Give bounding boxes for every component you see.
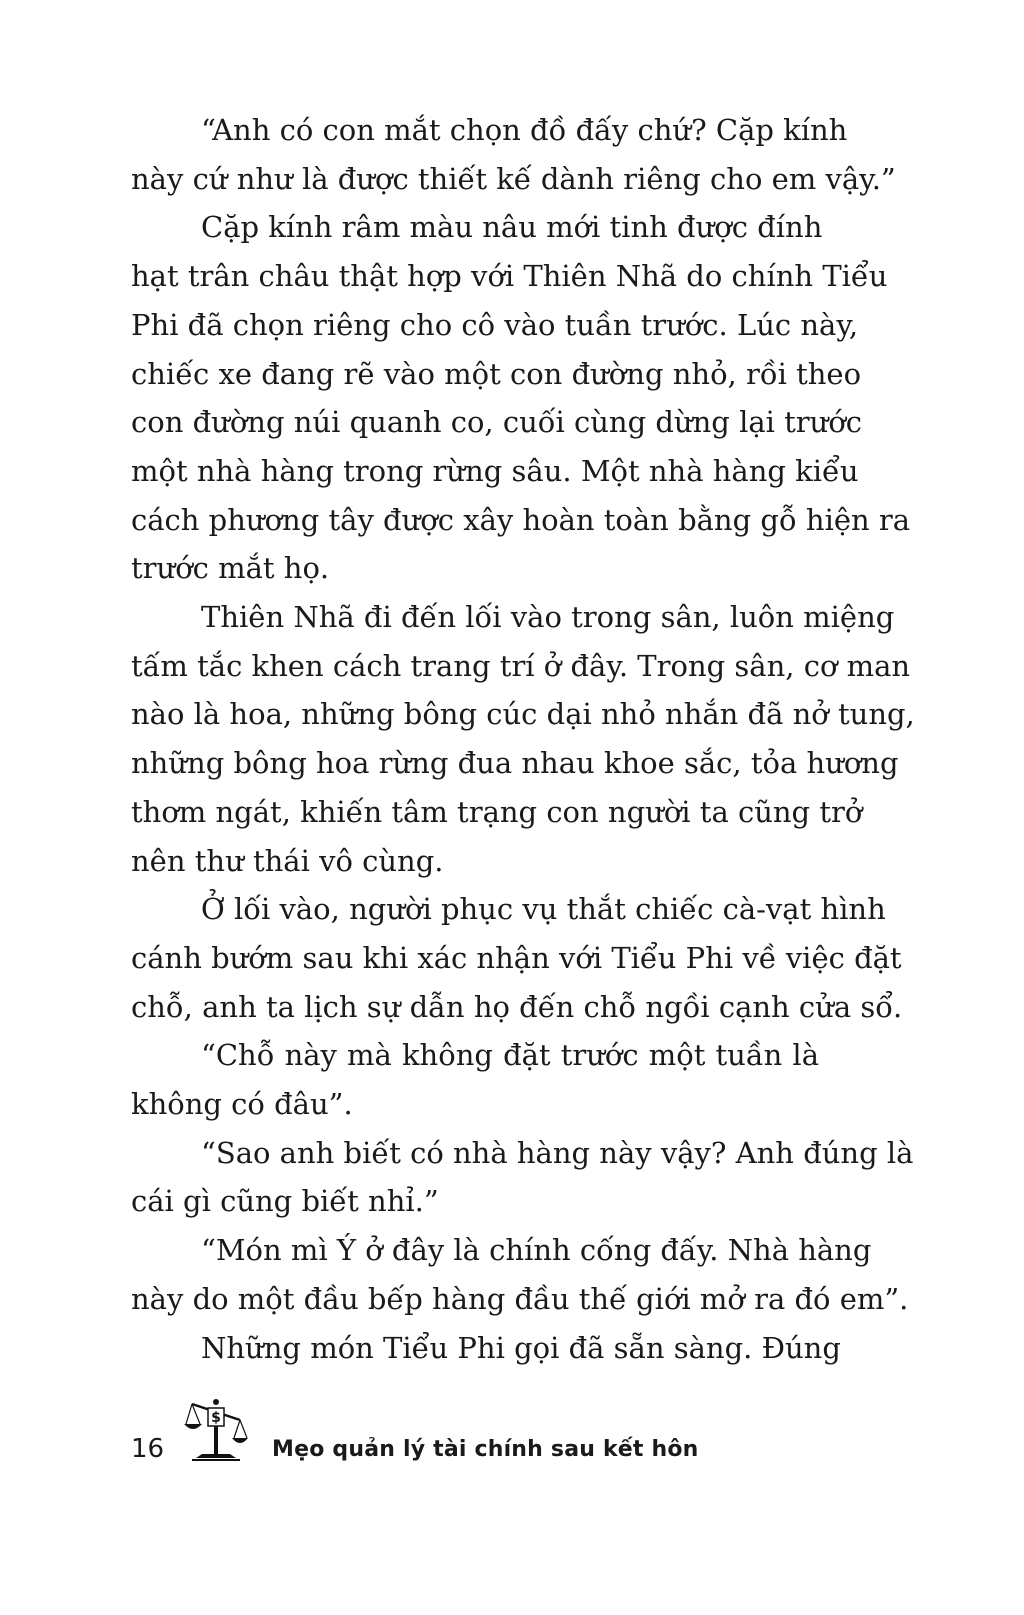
dollar-symbol: $ [211, 1410, 221, 1426]
text-line: một nhà hàng trong rừng sâu. Một nhà hàng kiểu [131, 453, 859, 488]
paragraph [131, 1031, 819, 1128]
text-line: Phi đã chọn riêng cho cô vào tuần trước. Lúc này, [131, 307, 859, 342]
text-line: không có đâu”. [131, 1087, 353, 1122]
text-line: nên thư thái vô cùng. [131, 843, 444, 878]
text-line: “Anh có con mắt chọn đồ đấy chứ? Cặp kính [201, 113, 848, 147]
paragraph [131, 1324, 841, 1373]
paragraph [131, 1129, 914, 1226]
text-line: chỗ, anh ta lịch sự dẫn họ đến chỗ ngồi cạnh cửa sổ. [131, 989, 903, 1024]
body-text [131, 106, 915, 1372]
text-line: này cứ như là được thiết kế dành riêng cho em vậy.” [131, 161, 896, 196]
text-line: nào là hoa, những bông cúc dại nhỏ nhắn đã nở tung, [131, 697, 915, 732]
paragraph [131, 593, 915, 885]
text-line: con đường núi quanh co, cuối cùng dừng lại trước [131, 405, 863, 440]
text-line: Thiên Nhã đi đến lối vào trong sân, luôn miệng [201, 600, 895, 635]
text-line: Cặp kính râm màu nâu mới tinh được đính [201, 210, 823, 245]
text-line: trước mắt họ. [131, 551, 330, 586]
page-footer [0, 1390, 1024, 1500]
scale-of-justice-dollar-icon [184, 1390, 248, 1464]
text-line: chiếc xe đang rẽ vào một con đường nhỏ, rồi theo [131, 356, 862, 391]
text-line: thơm ngát, khiến tâm trạng con người ta cũng trở [131, 794, 863, 829]
text-line: hạt trân châu thật hợp với Thiên Nhã do chính Tiểu [131, 259, 888, 294]
text-line: “Món mì Ý ở đây là chính cống đấy. Nhà hàng [201, 1233, 872, 1268]
running-title: Mẹo quản lý tài chính sau kết hôn [272, 1437, 699, 1462]
text-line: cánh bướm sau khi xác nhận với Tiểu Phi về việc đặt [131, 940, 902, 975]
page-number: 16 [131, 1434, 165, 1464]
text-line: “Sao anh biết có nhà hàng này vậy? Anh đúng là [201, 1135, 914, 1170]
text-line: cách phương tây được xây hoàn toàn bằng gỗ hiện ra [131, 502, 911, 537]
text-line: này do một đầu bếp hàng đầu thế giới mở ra đó em”. [131, 1281, 909, 1316]
text-line: Những món Tiểu Phi gọi đã sẵn sàng. Đúng [201, 1330, 841, 1365]
text-line: “Chỗ này mà không đặt trước một tuần là [201, 1038, 819, 1073]
text-line: những bông hoa rừng đua nhau khoe sắc, tỏa hương [131, 746, 899, 781]
paragraph [131, 203, 911, 593]
paragraph [131, 106, 896, 203]
paragraph [131, 885, 903, 1031]
paragraph [131, 1226, 909, 1323]
text-line: Ở lối vào, người phục vụ thắt chiếc cà-vạt hình [201, 892, 886, 927]
text-line: tấm tắc khen cách trang trí ở đây. Trong sân, cơ man [131, 648, 911, 683]
text-line: cái gì cũng biết nhỉ.” [131, 1184, 439, 1219]
